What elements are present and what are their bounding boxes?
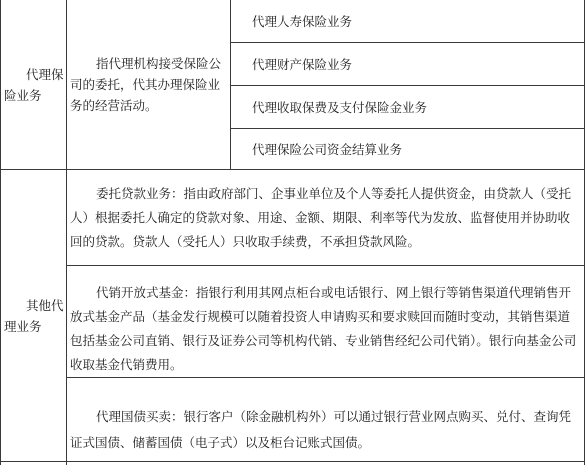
table-hline-row-separator <box>0 169 585 170</box>
entrusted-loan-item <box>70 182 580 264</box>
entrusted-loan-text: 委托贷款业务：指由政府部门、企事业单位及个人等委托人提供资金，由贷款人（受托人）根据委托人确定的贷款对象、用途、金额、期限、利率等代为发放、监督使用并协助收回的贷款。贷款人（受托人）只收取手续费，不承担贷款风险。 <box>70 186 572 249</box>
insurance-item-4-text: 代理保险公司资金结算业务 <box>252 141 403 157</box>
insurance-item-3 <box>252 86 582 128</box>
insurance-item-1-text: 代理人寿保险业务 <box>252 14 353 29</box>
table-hline-other-item2 <box>66 377 585 378</box>
treasury-bond-item <box>70 404 580 460</box>
table-divider-category <box>66 0 67 465</box>
fund-distribution-item <box>70 281 580 376</box>
category-other-agency-label: 其他代理业务 <box>4 297 64 334</box>
category-insurance-agency <box>4 0 66 169</box>
table-hline-other-item1 <box>66 265 585 266</box>
category-other-agency <box>4 170 66 461</box>
insurance-item-2 <box>252 43 582 85</box>
fund-distribution-text: 代销开放式基金：指银行利用其网点柜台或电话银行、网上银行等销售渠道代理销售开放式基金产品（基金发行规模可以随着投资人申请购买和要求赎回而随时变动，其销售渠道包括基金公司直销、银行及证券公司等机构代销、专业销售经纪公司代销）。银行向基金公司收取基金代销费用。 <box>70 285 577 372</box>
insurance-item-2-text: 代理财产保险业务 <box>252 56 353 72</box>
insurance-item-4 <box>252 129 582 169</box>
table-border-left <box>0 0 1 465</box>
table-border-right <box>584 0 585 465</box>
definition-insurance-agency <box>70 0 228 169</box>
table-border-bottom <box>0 461 585 462</box>
definition-insurance-agency-text: 指代理机构接受保险公司的委托，代其办理保险业务的经营活动。 <box>70 56 222 113</box>
insurance-item-1 <box>252 1 582 42</box>
insurance-item-3-text: 代理收取保费及支付保险金业务 <box>252 99 428 115</box>
category-insurance-agency-label: 代理保险业务 <box>4 66 64 103</box>
treasury-bond-text: 代理国债买卖：银行客户（除金融机构外）可以通过银行营业网点购买、兑付、查询凭证式国债、储蓄国债（电子式）以及柜台记账式国债。 <box>70 409 572 450</box>
